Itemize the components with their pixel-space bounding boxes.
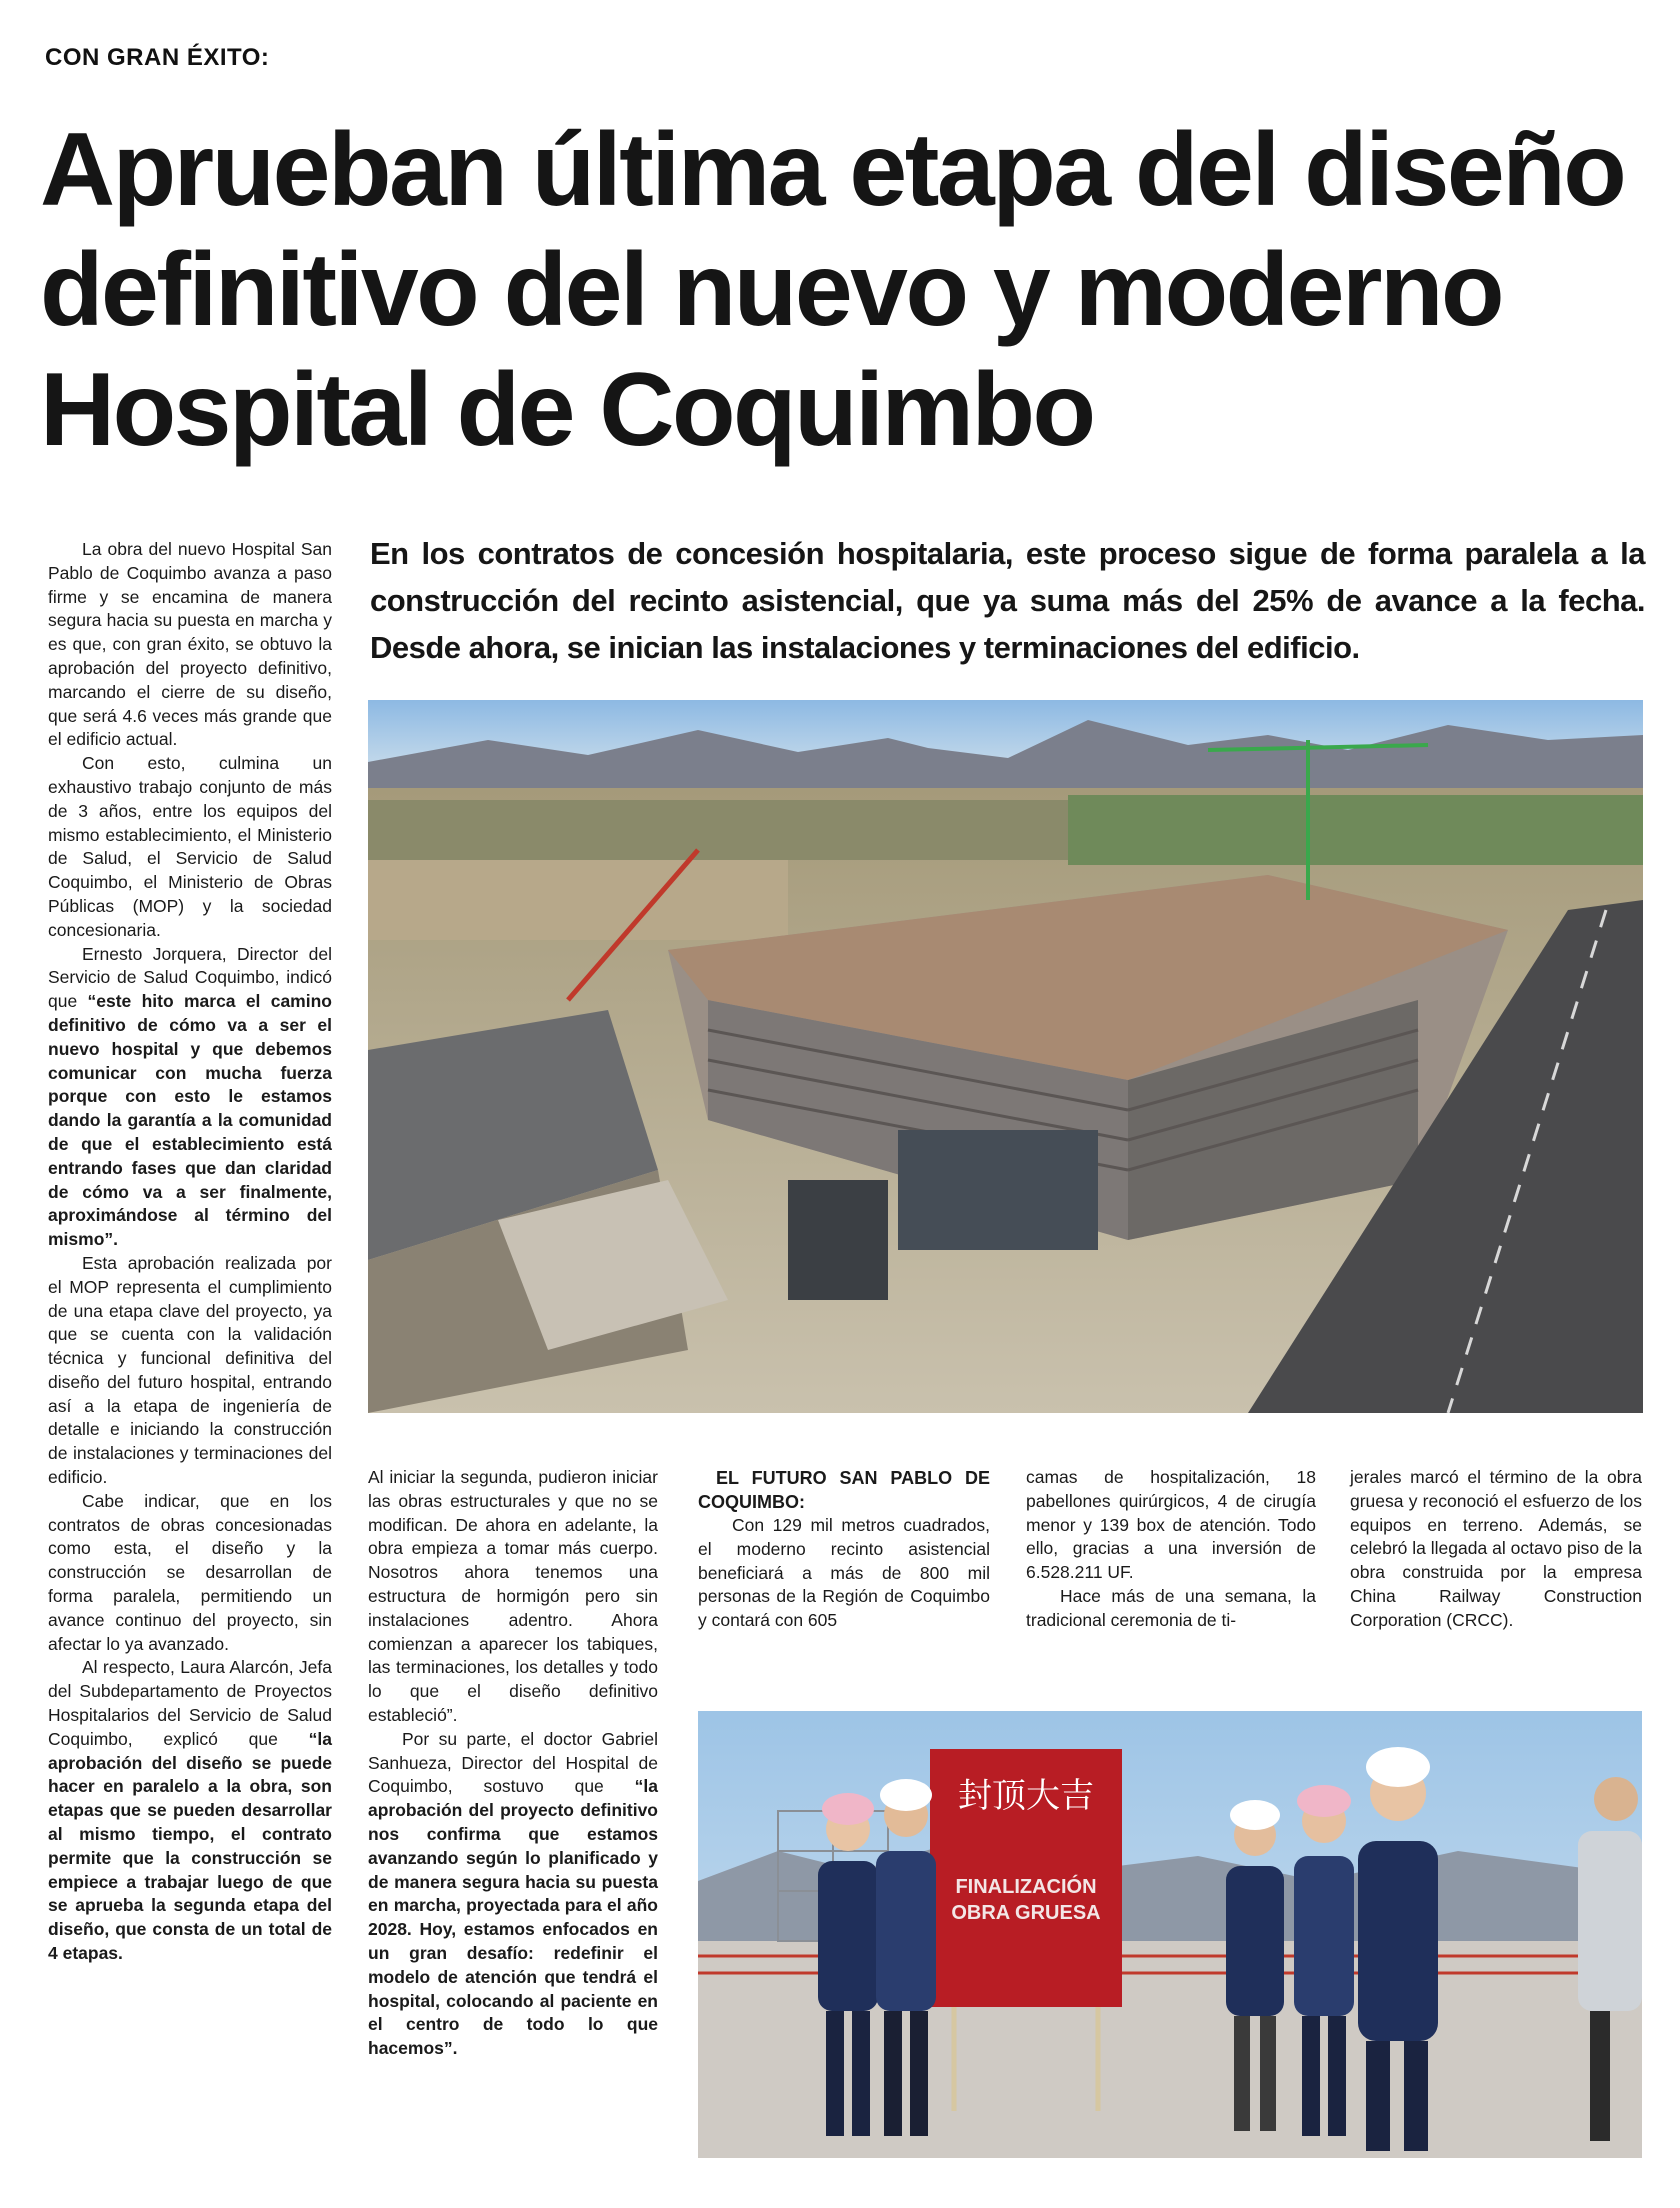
headline-line: Aprueban última etapa del diseño (40, 112, 1625, 228)
banner-cjk-text: 封顶大吉 (958, 1776, 1094, 1816)
aerial-construction-photo (368, 700, 1643, 1413)
column-4 (1026, 1466, 1316, 1633)
paragraph: Hace más de una semana, la tradicional ceremonia de ti- (1026, 1585, 1316, 1630)
ceremony-photo (698, 1711, 1642, 2158)
column-5 (1350, 1466, 1642, 1633)
kicker: CON GRAN ÉXITO: (45, 44, 270, 71)
headline (40, 110, 1640, 470)
column-1 (48, 538, 332, 1966)
paragraph-text: Por su parte, el doctor Gabriel Sanhueza, Director del Hospital de Coquimbo, sostuvo que (368, 1728, 658, 1797)
paragraph: Con 129 mil metros cuadrados, el moderno recinto asistencial beneficiará a más de 800 mil personas de la Región de Coquimbo y contará con 605 (698, 1515, 990, 1631)
banner-line-2: OBRA GRUESA (951, 1902, 1101, 1924)
banner-line-1: FINALIZACIÓN (955, 1876, 1097, 1898)
subheading: EL FUTURO SAN PABLO DE COQUIMBO: (698, 1468, 990, 1512)
paragraph: Con esto, culmina un exhaustivo trabajo conjunto de más de 3 años, entre los equipos del mismo establecimiento, el Ministerio de Salud, el Servicio de Salud Coquimbo, el Ministerio de Obras Públicas (MOP) y la sociedad concesionaria. (48, 753, 332, 940)
column-2 (368, 1466, 658, 2061)
quote: “la aprobación del proyecto definitivo nos confirma que estamos avanzando según lo planificado y de manera segura hacia su puesta en marcha, proyectada para el año 2028. Hoy, estamos enfocados en un gran desafío: redefinir el modelo de atención que tendrá el hospital, colocando al paciente en el centro de todo lo que hacemos”. (368, 1776, 658, 2059)
paragraph-text: Ernesto Jorquera, Director del Servicio de Salud Coquimbo, indicó que (48, 943, 332, 1012)
quote: “la aprobación del diseño se puede hacer en paralelo a la obra, son etapas que se pueden desarrollar al mismo tiempo, el contrato permite que la construcción se empiece a trabajar luego de que se aprueba la segunda etapa del diseño, que consta de un total de 4 etapas. (48, 1728, 332, 1964)
paragraph: La obra del nuevo Hospital San Pablo de Coquimbo avanza a paso firme y se encamina de manera segura hacia su puesta en marcha y es que, con gran éxito, se obtuvo la aprobación del proyecto definitivo, marcando el cierre de su diseño, que será 4.6 veces más grande que el edificio actual. (48, 539, 332, 750)
headline-line: Hospital de Coquimbo (40, 352, 1094, 468)
headline-line: definitivo del nuevo y moderno (40, 232, 1503, 348)
paragraph: jerales marcó el término de la obra gruesa y reconoció el esfuerzo de los equipos en terreno. Además, se celebró la llegada al octavo piso de la obra construida por la empresa China Railway Construction Corporation (CRCC). (1350, 1467, 1642, 1630)
paragraph: Al iniciar la segunda, pudieron iniciar las obras estructurales y que no se modifican. De ahora en adelante, la obra empieza a tomar más cuerpo. Nosotros ahora tenemos una estructura de hormigón pero sin instalaciones adentro. Ahora comienzan a aparecer los tabiques, las terminaciones, los detalles y todo lo que el diseño definitivo estableció”. (368, 1467, 658, 1725)
lede: En los contratos de concesión hospitalaria, este proceso sigue de forma paralela a la construcción del recinto asistencial, que ya suma más del 25% de avance a la fecha. Desde ahora, se inician las instalaciones y terminaciones del edificio. (370, 536, 1645, 665)
ceremony-image (698, 1711, 1642, 2158)
paragraph: Esta aprobación realizada por el MOP representa el cumplimiento de una etapa clave del proyecto, ya que se cuenta con la validación técnica y funcional definitiva del diseño del futuro hospital, entrando así a la etapa de ingeniería de detalle e iniciando la construcción de instalaciones y terminaciones del edificio. (48, 1252, 332, 1488)
aerial-construction-image (368, 700, 1643, 1413)
paragraph (48, 943, 332, 1252)
paragraph: camas de hospitalización, 18 pabellones quirúrgicos, 4 de cirugía menor y 139 box de atención. Todo ello, gracias a una inversión de 6.528.211 UF. (1026, 1467, 1316, 1583)
paragraph (48, 1656, 332, 1965)
quote: “este hito marca el camino definitivo de cómo va a ser el nuevo hospital y que debemos comunicar con mucha fuerza porque con esto le estamos dando la garantía a la comunidad de que el establecimiento está entrando fases que dan claridad de cómo va a ser finalmente, aproximándose al término del mismo”. (48, 991, 332, 1250)
paragraph-text: Al respecto, Laura Alarcón, Jefa del Subdepartamento de Proyectos Hospitalarios del Servicio de Salud Coquimbo, explicó que (48, 1657, 332, 1749)
paragraph: Cabe indicar, que en los contratos de obras concesionadas como esta, el diseño y la construcción se desarrollan de forma paralela, permitiendo un avance continuo del proyecto, sin afectar lo ya avanzado. (48, 1490, 332, 1654)
column-3 (698, 1466, 990, 1633)
paragraph (368, 1728, 658, 2061)
